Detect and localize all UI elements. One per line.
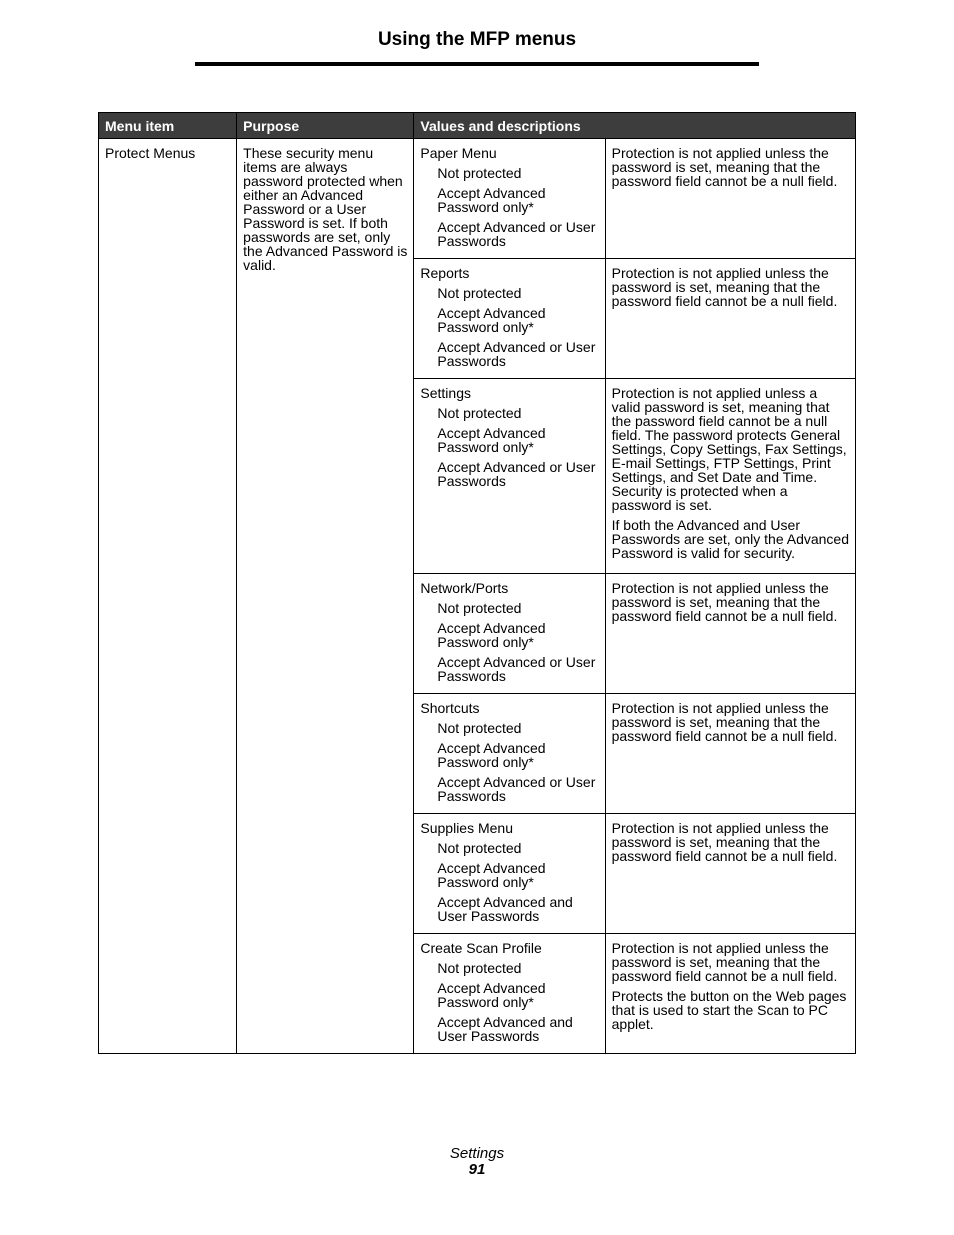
footer-section: Settings — [449, 1145, 505, 1162]
menu-item-text: Protect Menus — [105, 145, 196, 161]
setting-values-cell — [414, 934, 605, 1054]
setting-option: Accept Advanced Password only* — [437, 740, 546, 770]
setting-description: Protection is not applied unless the password is set, meaning that the password field cannot be a null field. — [611, 145, 838, 189]
setting-option: Accept Advanced Password only* — [437, 620, 546, 650]
setting-group-name: Reports — [420, 265, 470, 281]
setting-values-cell — [414, 139, 605, 259]
setting-group-name: Create Scan Profile — [420, 940, 542, 956]
header-rule — [195, 62, 759, 66]
setting-description-cell — [605, 259, 855, 379]
setting-description: Protection is not applied unless the password is set, meaning that the password field cannot be a null field. — [611, 940, 838, 984]
setting-option: Accept Advanced or User Passwords — [437, 654, 596, 684]
setting-option: Accept Advanced or User Passwords — [437, 459, 596, 489]
setting-description: Protects the button on the Web pages that is used to start the Scan to PC applet. — [611, 988, 847, 1032]
setting-option: Not protected — [437, 960, 522, 976]
table-row — [99, 139, 856, 259]
protect-menus-table — [98, 112, 856, 1054]
setting-option: Accept Advanced Password only* — [437, 980, 546, 1010]
setting-group-name: Settings — [420, 385, 471, 401]
setting-option: Not protected — [437, 165, 522, 181]
setting-description-cell — [605, 379, 855, 574]
setting-option: Not protected — [437, 720, 522, 736]
setting-values-cell — [414, 814, 605, 934]
setting-values-cell — [414, 574, 605, 694]
setting-description-cell — [605, 814, 855, 934]
setting-values-cell — [414, 379, 605, 574]
setting-group-name: Shortcuts — [420, 700, 480, 716]
setting-description-cell — [605, 574, 855, 694]
purpose-text: These security menu items are always password protected when either an Advanced Password or a User Password is set. If both passwords are set, only the Advanced Password is valid. — [243, 145, 408, 273]
setting-description: If both the Advanced and User Passwords are set, only the Advanced Password is valid for security. — [611, 517, 849, 561]
setting-option: Not protected — [437, 600, 522, 616]
setting-description-cell — [605, 694, 855, 814]
setting-description: Protection is not applied unless a valid password is set, meaning that the password field cannot be a null field. The password protects General Settings, Copy Settings, Fax Settings, E-mail Settings, FTP Settings, Print Settings, and Set Date and Time. Security is protected when a password is set. — [611, 385, 847, 513]
page-title: Using the MFP menus — [377, 29, 577, 50]
setting-description-cell — [605, 934, 855, 1054]
menu-item-cell — [99, 139, 237, 1054]
setting-option: Accept Advanced Password only* — [437, 305, 546, 335]
column-header-purpose: Purpose — [237, 113, 414, 139]
setting-description: Protection is not applied unless the password is set, meaning that the password field cannot be a null field. — [611, 580, 838, 624]
table-header-row — [99, 113, 856, 139]
setting-group-name: Supplies Menu — [420, 820, 514, 836]
setting-option: Accept Advanced or User Passwords — [437, 774, 596, 804]
setting-values-cell — [414, 694, 605, 814]
setting-option: Not protected — [437, 405, 522, 421]
setting-option: Accept Advanced or User Passwords — [437, 339, 596, 369]
setting-group-name: Paper Menu — [420, 145, 497, 161]
setting-description: Protection is not applied unless the password is set, meaning that the password field cannot be a null field. — [611, 265, 838, 309]
setting-option: Not protected — [437, 840, 522, 856]
setting-description-cell — [605, 139, 855, 259]
footer-page-number: 91 — [468, 1161, 486, 1178]
setting-option: Accept Advanced and User Passwords — [437, 1014, 573, 1044]
setting-description: Protection is not applied unless the password is set, meaning that the password field cannot be a null field. — [611, 700, 838, 744]
setting-description: Protection is not applied unless the password is set, meaning that the password field cannot be a null field. — [611, 820, 838, 864]
setting-option: Accept Advanced Password only* — [437, 860, 546, 890]
setting-option: Accept Advanced Password only* — [437, 425, 546, 455]
purpose-cell — [237, 139, 414, 1054]
column-header-menu-item: Menu item — [99, 113, 237, 139]
setting-option: Accept Advanced or User Passwords — [437, 219, 596, 249]
setting-option: Accept Advanced Password only* — [437, 185, 546, 215]
setting-option: Not protected — [437, 285, 522, 301]
setting-group-name: Network/Ports — [420, 580, 509, 596]
column-header-values: Values and descriptions — [414, 113, 856, 139]
setting-option: Accept Advanced and User Passwords — [437, 894, 573, 924]
setting-values-cell — [414, 259, 605, 379]
